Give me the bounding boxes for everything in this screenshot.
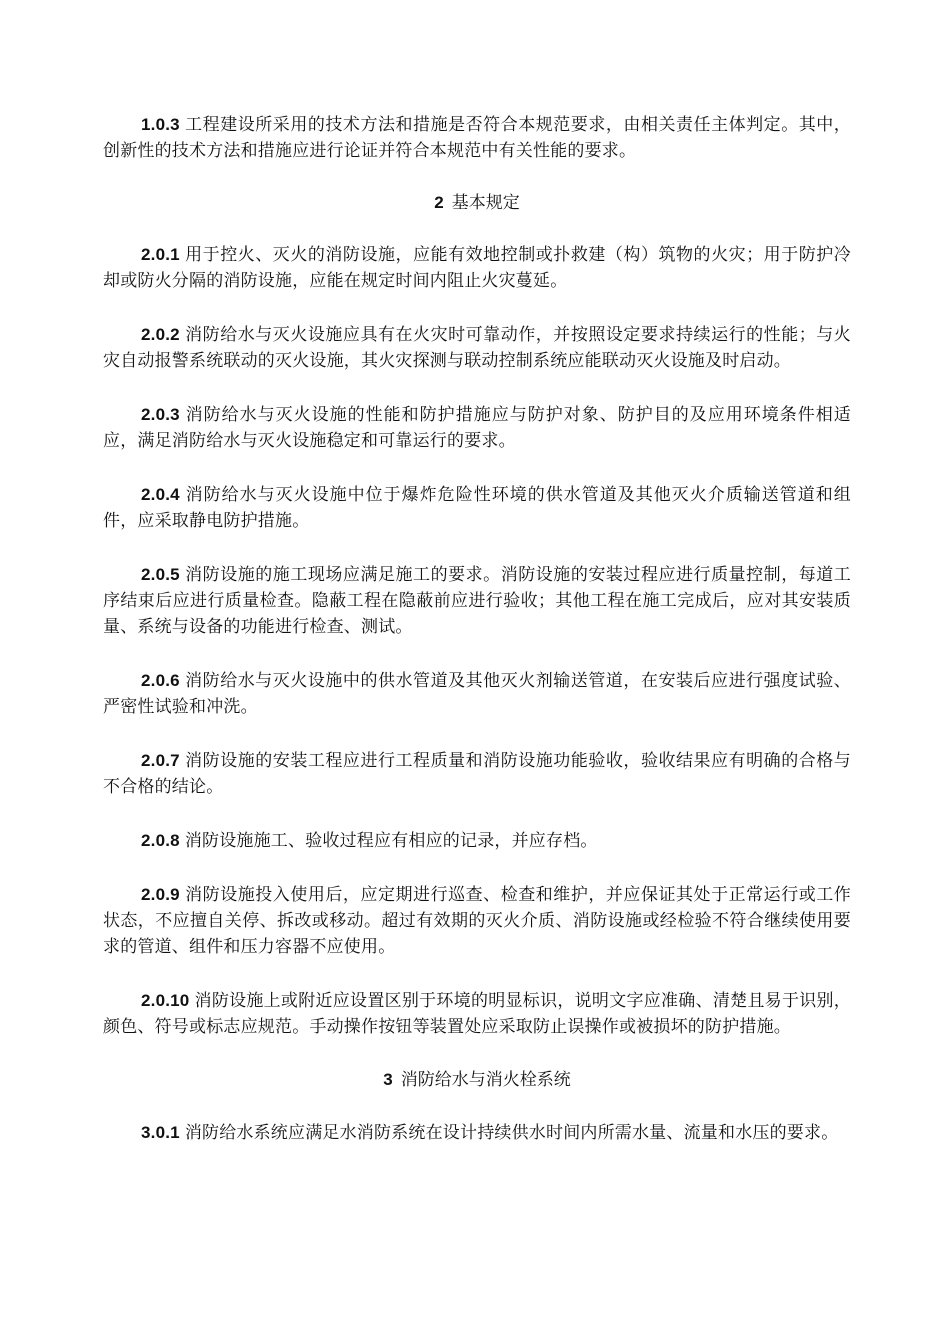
- clause-text: 消防设施施工、验收过程应有相应的记录，并应存档。: [184, 831, 598, 851]
- clause-number: 1.0.3: [141, 115, 180, 134]
- section-heading-2: [103, 190, 851, 216]
- clause-text: 消防给水与灭火设施中位于爆炸危险性环境的供水管道及其他灭火介质输送管道和组件，应采取静电防护措施。: [103, 485, 851, 531]
- clause-text: 消防给水与灭火设施的性能和防护措施应与防护对象、防护目的及应用环境条件相适应，满足消防给水与灭火设施稳定和可靠运行的要求。: [103, 405, 851, 451]
- clause-text: 消防设施的安装工程应进行工程质量和消防设施功能验收，验收结果应有明确的合格与不合格的结论。: [103, 751, 851, 797]
- clause-2-0-3: [103, 402, 851, 454]
- section-number: 3: [383, 1070, 393, 1089]
- clause-text: 用于控火、灭火的消防设施，应能有效地控制或扑救建（构）筑物的火灾；用于防护冷却或防火分隔的消防设施，应能在规定时间内阻止火灾蔓延。: [103, 245, 851, 291]
- clause-text: 消防给水与灭火设施中的供水管道及其他灭火剂输送管道，在安装后应进行强度试验、严密性试验和冲洗。: [103, 671, 851, 717]
- section-title: 消防给水与消火栓系统: [400, 1070, 571, 1090]
- clause-2-0-10: [103, 988, 851, 1040]
- section-title: 基本规定: [451, 193, 520, 213]
- clause-number: 2.0.6: [141, 671, 180, 690]
- clause-2-0-4: [103, 482, 851, 534]
- clause-text: 消防设施的施工现场应满足施工的要求。消防设施的安装过程应进行质量控制，每道工序结束后应进行质量检查。隐蔽工程在隐蔽前应进行验收；其他工程在施工完成后，应对其安装质量、系统与设备的功能进行检查、测试。: [103, 565, 851, 637]
- clause-number: 2.0.7: [141, 751, 180, 770]
- clause-number: 2.0.3: [141, 405, 180, 424]
- clause-text: 消防给水系统应满足水消防系统在设计持续供水时间内所需水量、流量和水压的要求。: [184, 1123, 839, 1143]
- clause-number: 2.0.8: [141, 831, 180, 850]
- clause-number: 2.0.4: [141, 485, 180, 504]
- clause-number: 2.0.2: [141, 325, 180, 344]
- clause-2-0-6: [103, 668, 851, 720]
- clause-text: 工程建设所采用的技术方法和措施是否符合本规范要求，由相关责任主体判定。其中，创新性的技术方法和措施应进行论证并符合本规范中有关性能的要求。: [103, 115, 851, 161]
- clause-text: 消防设施投入使用后，应定期进行巡查、检查和维护，并应保证其处于正常运行或工作状态，不应擅自关停、拆改或移动。超过有效期的灭火介质、消防设施或经检验不符合继续使用要求的管道、组件和压力容器不应使用。: [103, 885, 851, 957]
- clause-number: 2.0.9: [141, 885, 180, 904]
- clause-number: 3.0.1: [141, 1123, 180, 1142]
- clause-text: 消防设施上或附近应设置区别于环境的明显标识，说明文字应准确、清楚且易于识别，颜色、符号或标志应规范。手动操作按钮等装置处应采取防止误操作或被损坏的防护措施。: [103, 991, 851, 1037]
- clause-number: 2.0.10: [141, 991, 190, 1010]
- clause-3-0-1: [103, 1120, 851, 1146]
- clause-2-0-2: [103, 322, 851, 374]
- section-heading-3: [103, 1067, 851, 1093]
- clause-2-0-8: [103, 828, 851, 854]
- document-page: [103, 112, 851, 1146]
- section-number: 2: [434, 193, 444, 212]
- clause-2-0-5: [103, 562, 851, 640]
- clause-2-0-9: [103, 882, 851, 960]
- clause-text: 消防给水与灭火设施应具有在火灾时可靠动作，并按照设定要求持续运行的性能；与火灾自动报警系统联动的灭火设施，其火灾探测与联动控制系统应能联动灭火设施及时启动。: [103, 325, 851, 371]
- clause-1-0-3: [103, 112, 851, 164]
- clause-2-0-7: [103, 748, 851, 800]
- clause-2-0-1: [103, 242, 851, 294]
- clause-number: 2.0.1: [141, 245, 180, 264]
- clause-number: 2.0.5: [141, 565, 180, 584]
